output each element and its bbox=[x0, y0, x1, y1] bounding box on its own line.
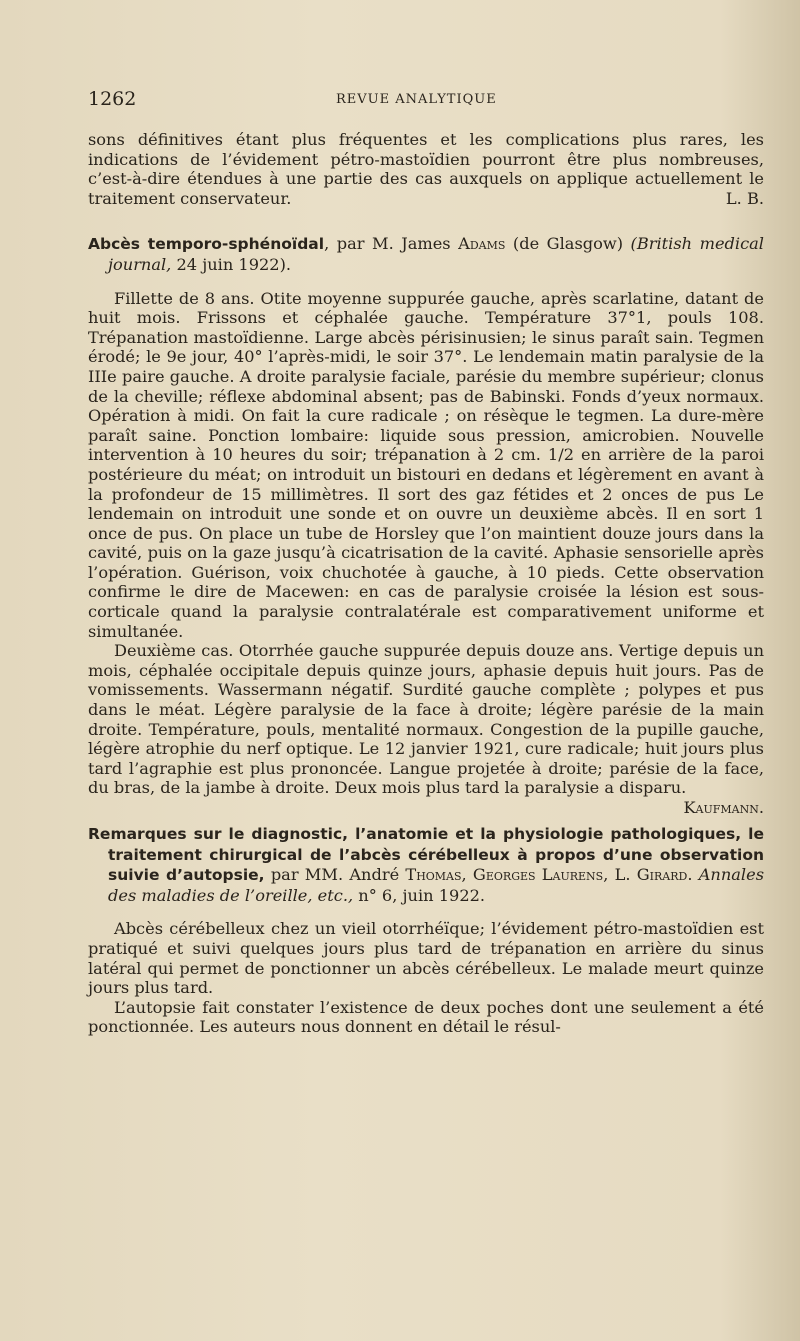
article2-para1: Abcès cérébelleux chez un vieil otorrhéïque; l’évidement pétro-mastoïdien est pratiqué et suivi quelques jours plus tard de trépanation en arrière du sinus latéral qui permet de ponctionner un abcès cérébelleux. Le malade meurt quinze jours plus tard. bbox=[88, 919, 764, 998]
running-title: REVUE ANALYTIQUE bbox=[336, 92, 497, 107]
article1-signature: Kaufmann. bbox=[683, 798, 764, 817]
article1-date: 24 juin 1922). bbox=[171, 254, 292, 274]
article1-para2-text: Deuxième cas. Otorrhée gauche suppurée depuis douze ans. Vertige depuis un mois, céphalée occipitale depuis quinze jours, aphasie depuis huit jours. Pas de vomissements. Wassermann négatif. Surdité gauche complète ; polypes et pus dans le méat. Légère paralysie de la face à droite; légère parésie de la main droite. Température, pouls, mentalité normaux. Congestion de la pupille gauche, légère atrophie du nerf optique. Le 12 janvier 1921, cure radicale; huit jours plus tard l’agraphie est plus prononcée. Langue projetée à droite; parésie de la face, du bras, de la jambe à droite. Deux mois plus tard la paralysie a disparu. bbox=[88, 641, 764, 798]
article1-para1: Fillette de 8 ans. Otite moyenne suppurée gauche, après scarlatine, datant de huit mois. Frissons et céphalée gauche. Température 37°1, pouls 108. Trépanation mastoïdienne. Large abcès périsinusien; le sinus paraît sain. Tegmen érodé; le 9e jour, 40° l’après-midi, le soir 37°. Le lendemain matin paralysie de la IIIe paire gauche. A droite paralysie faciale, parésie du membre supérieur; clonus de la cheville; réflexe abdominal absent; pas de Babinski. Fonds d’yeux normaux. Opération à midi. On fait la cure radicale ; on résèque le tegmen. La dure-mère paraît saine. Ponction lombaire: liquide sous pression, amicrobien. Nouvelle intervention à 10 heures du soir; trépanation à 2 cm. 1/2 en arrière de la paroi postérieure du méat; on introduit un bistouri en dedans et légèrement en avant à la profondeur de 15 millimètres. Il sort des gaz fétides et 2 onces de pus Le lendemain on introduit une sonde et on ouvre un deuxième abcès. Il en sort 1 once de pus. On place un tube de Horsley que l’on maintient douze jours dans la cavité, puis on la gaze jusqu’à cicatrisation de la cavité. Aphasie sensorielle après l’opération. Guérison, voix chuchotée à gauche, à 10 pieds. Cette observation confirme le dire de Macewen: en cas de paralysie croisée la lésion est sous-corticale quand la paralysie contralatérale est comparativement uniforme et simultanée. bbox=[88, 288, 764, 641]
page-body bbox=[88, 130, 764, 1037]
article2-ref: n° 6, juin 1922. bbox=[353, 885, 486, 905]
intro-paragraph bbox=[88, 130, 764, 208]
article2-heading bbox=[88, 824, 764, 905]
article1-heading bbox=[88, 234, 764, 274]
article2-byline: par MM. André bbox=[264, 865, 406, 885]
article1-author: Adams bbox=[458, 234, 506, 254]
article1-origin: (de Glasgow) bbox=[505, 234, 624, 254]
article2-para2: L’autopsie fait constater l’existence de deux poches dont une seulement a été ponctionnée. Les auteurs nous donnent en détail le résul- bbox=[88, 997, 764, 1037]
article2-title: Remarques sur le diagnostic, l’anatomie et la physiologie pathologiques, le traitement chirurgical de l’abcès cérébelleux à propos d’une observation suivie d’autopsie, bbox=[88, 825, 764, 885]
intro-text: sons définitives étant plus fréquentes et les complications plus rares, les indications de l’évidement pétro-mastoïdien pourront être plus nombreuses, c’est-à-dire étendues à une partie des cas auxquels on applique actuellement le traitement conservateur. bbox=[88, 130, 764, 208]
article1-title: Abcès temporo-sphénoïdal bbox=[88, 235, 325, 254]
article1-byline: , par M. James bbox=[324, 234, 459, 254]
page-number: 1262 bbox=[88, 88, 137, 110]
article1-source: (British medical journal, bbox=[108, 234, 764, 274]
intro-signature: L. B. bbox=[725, 188, 764, 208]
article2-journal: Annales des maladies de l’oreille, etc., bbox=[108, 865, 764, 905]
article2-authors: Thomas, Georges Laurens, L. Girard. bbox=[405, 865, 693, 885]
page-header bbox=[88, 88, 768, 114]
article1-para2 bbox=[88, 641, 764, 817]
